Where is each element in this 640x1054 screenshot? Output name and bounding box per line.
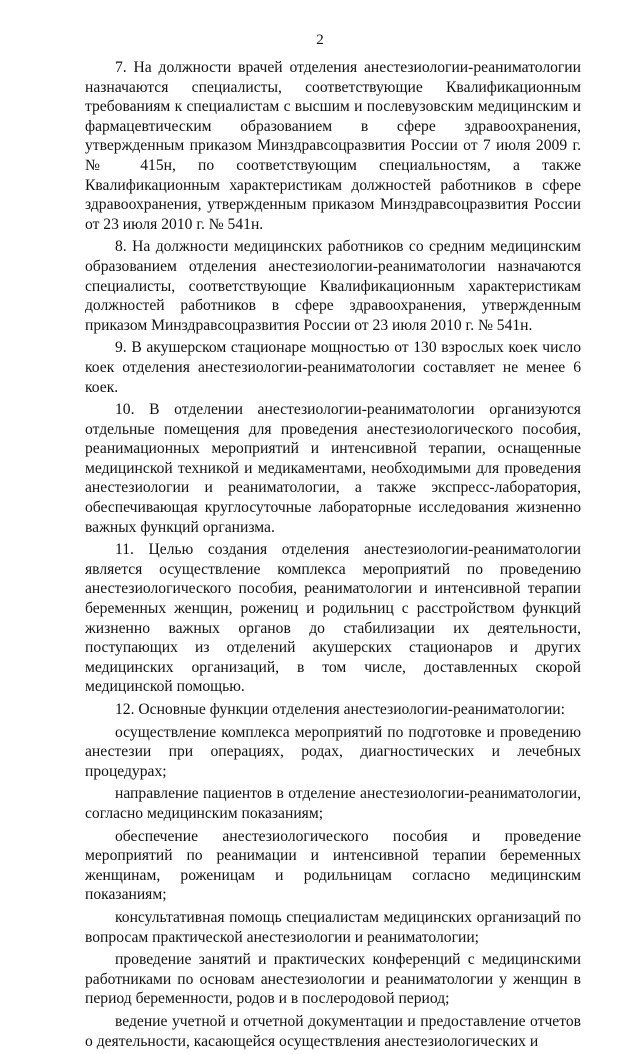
function-item: направление пациентов в отделение анестезиологии-реаниматологии, согласно медицинским показаниям; (85, 785, 581, 822)
paragraph-8: 8. На должности медицинских работников со средним медицинским образованием отделения анестезиологии-реаниматологии назначаются специалисты, соответствующие Квалификационным характеристикам должностей работников в сфере здравоохранения, утвержденным приказом Минздравсоцразвития России от 23 июля 2010 г. № 541н. (85, 238, 581, 334)
function-item: осуществление комплекса мероприятий по подготовке и проведению анестезии при операциях, родах, диагностических и лечебных процедурах; (85, 723, 581, 780)
function-item: консультативная помощь специалистам медицинских организаций по вопросам практической анестезиологии и реаниматологии; (85, 908, 581, 946)
paragraph-9: 9. В акушерском стационаре мощностью от 130 взрослых коек число коек отделения анестезиологии-реаниматологии составляет не менее 6 коек. (85, 339, 581, 396)
page-number: 2 (316, 32, 324, 48)
paragraph-11: 11. Целью создания отделения анестезиологии-реаниматологии является осуществление комплекса мероприятий по проведению анестезиологического пособия, реаниматологии и интенсивной терапии беременных женщин, рожениц и родильниц с расстройством функций жизненно важных органов до стабилизации их деятельности, поступающих из отделений акушерских стационаров и других медицинских организаций, в том числе, доставленных скорой медицинской помощью. (85, 541, 581, 696)
paragraph-12: 12. Основные функции отделения анестезиологии-реаниматологии: (115, 701, 565, 718)
paragraph-10: 10. В отделении анестезиологии-реаниматологии организуются отдельные помещения для проведения анестезиологического пособия, реанимационных мероприятий и интенсивной терапии, оснащенные медицинской техникой и медикаментами, необходимыми для проведения анестезиологии и реаниматологии, а также экспресс-лаборатория, обеспечивающая круглосуточные лабораторные исследования жизненно важных функций организма. (85, 401, 581, 536)
function-item: проведение занятий и практических конференций с медицинскими работниками по основам анестезиологии и реаниматологии у женщин в период беременности, родов и в послеродовой период; (85, 951, 581, 1008)
function-item: обеспечение анестезиологического пособия и проведение мероприятий по реанимации и интенсивной терапии беременных женщинам, роженицам и родильницам согласно медицинским показаниям; (85, 827, 581, 904)
function-item: ведение учетной и отчетной документации и предоставление отчетов о деятельности, касающейся осуществления анестезиологических и (85, 1012, 581, 1050)
paragraph-7: 7. На должности врачей отделения анестезиологии-реаниматологии назначаются специалисты, соответствующие Квалификационным требованиям к специалистам с высшим и послевузовским медицинским и фармацевтическим образованием в сфере здравоохранения, утвержденным приказом Минздравсоцразвития России от 7 июля 2009 г. № 415н, по соответствующим специальностям, а также Квалификационным характеристикам должностей работников в сфере здравоохранения, утвержденным приказом Минздравсоцразвития России от 23 июля 2010 г. № 541н. (85, 59, 581, 233)
